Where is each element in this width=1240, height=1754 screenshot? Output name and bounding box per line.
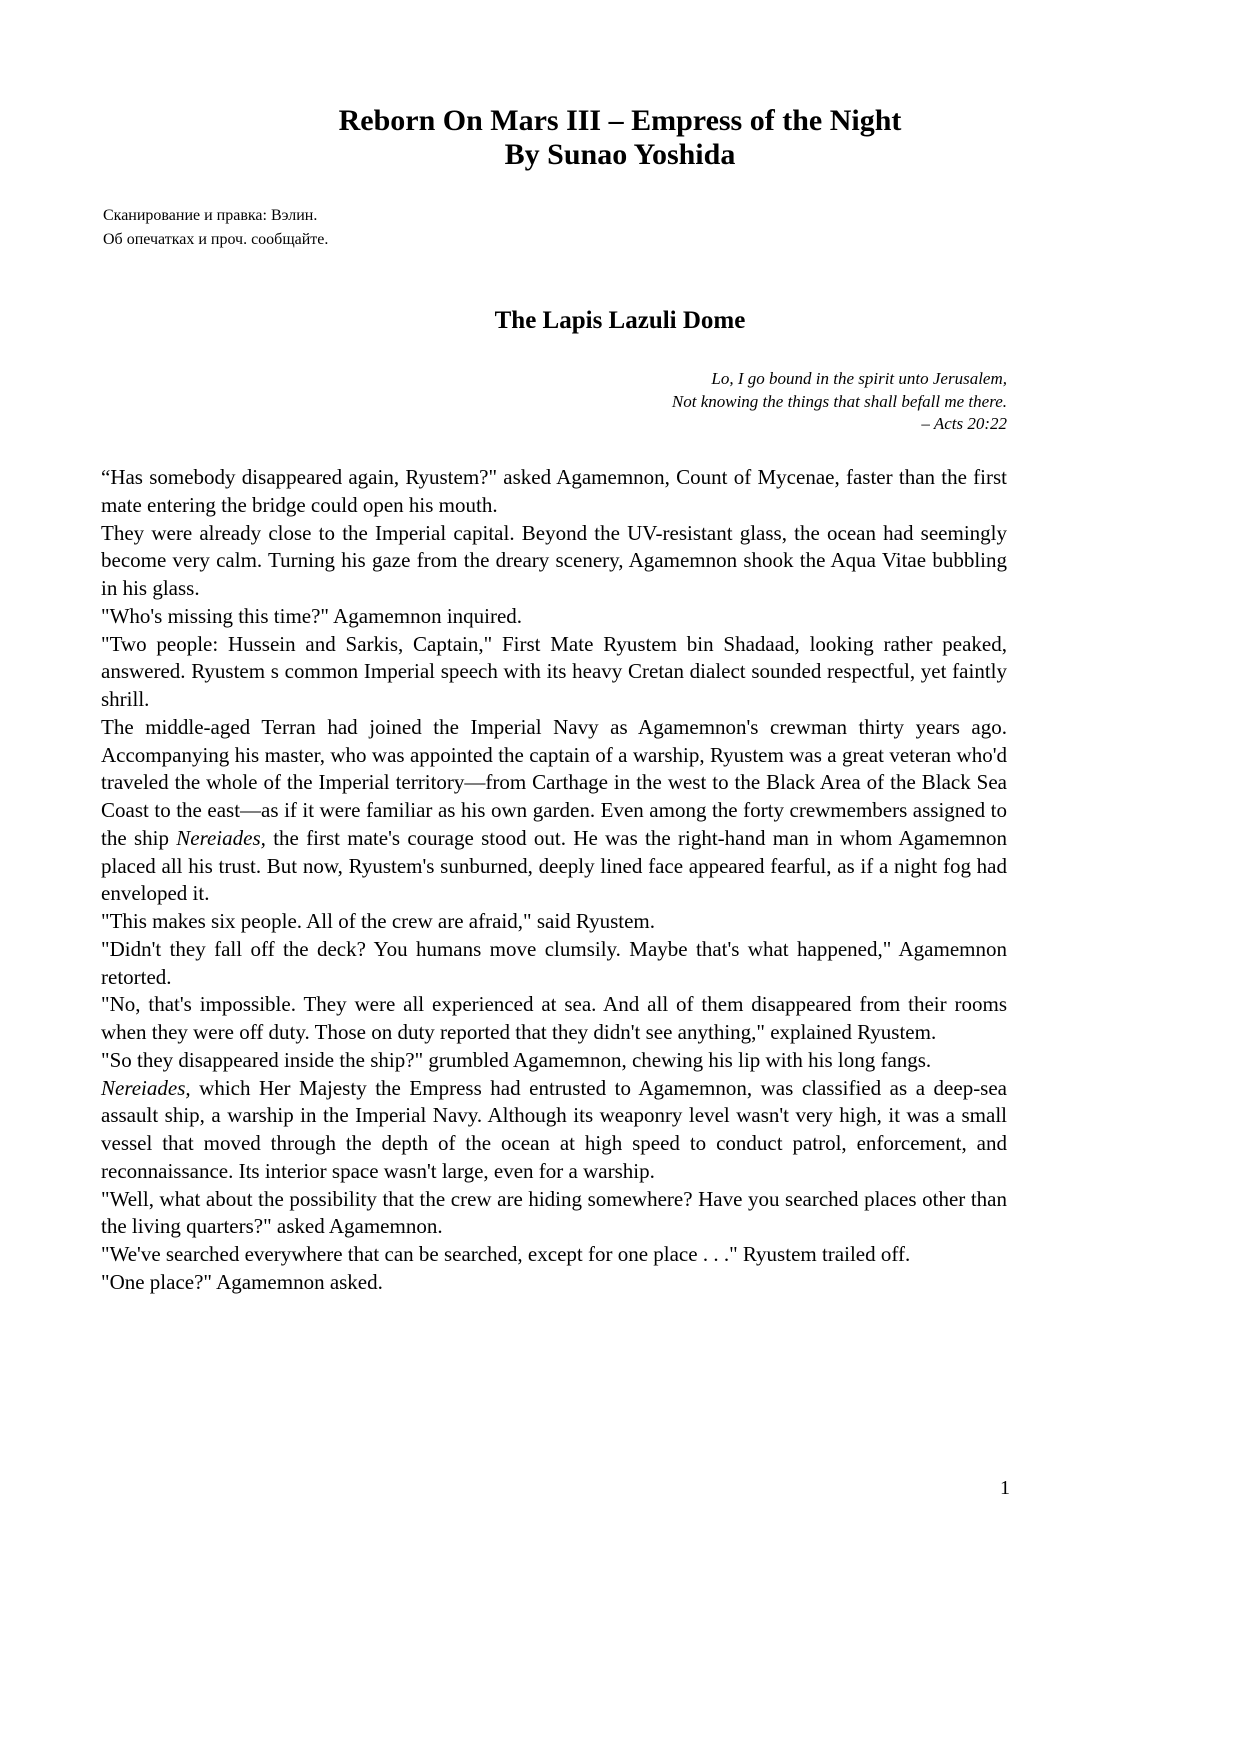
epigraph-line: Lo, I go bound in the spirit unto Jerusalem, bbox=[711, 369, 1007, 388]
chapter-title: The Lapis Lazuli Dome bbox=[494, 307, 746, 334]
paragraph: "Didn't they fall off the deck? You humans move clumsily. Maybe that's what happened," Agamemnon retorted. bbox=[101, 936, 1007, 989]
paragraph: "This makes six people. All of the crew are afraid," said Ryustem. bbox=[101, 909, 655, 933]
document-title: Reborn On Mars III – Empress of the Night bbox=[338, 104, 902, 137]
body-text bbox=[101, 464, 1007, 1297]
title-block bbox=[0, 104, 1240, 172]
paragraph: "Who's missing this time?" Agamemnon inquired. bbox=[101, 603, 523, 628]
paragraph: "So they disappeared inside the ship?" grumbled Agamemnon, chewing his lip with his long fangs. bbox=[101, 1047, 932, 1072]
epigraph-line: Not knowing the things that shall befall me there. bbox=[671, 391, 1007, 411]
paragraph: "One place?" Agamemnon asked. bbox=[101, 1269, 383, 1294]
paragraph: “Has somebody disappeared again, Ryustem?" asked Agamemnon, Count of Mycenae, faster than the first mate entering the bridge could open his mouth. bbox=[101, 465, 1007, 517]
ship-name: Nereiades, bbox=[176, 825, 266, 850]
paragraph: "Two people: Hussein and Sarkis, Captain," First Mate Ryustem bin Shadaad, looking rather peaked, answered. Ryustem s common Imperial speech with its heavy Cretan dialect sounded respectful, yet faintly shrill. bbox=[101, 631, 1007, 711]
paragraph bbox=[101, 1075, 1007, 1186]
epigraph-attribution: – Acts 20:22 bbox=[921, 414, 1007, 433]
paragraph-text: The middle-aged Terran had joined the Imperial Navy as Agamemnon's crewman thirty years ago. Accompanying his master, who was appointed the captain of a warship, Ryustem was a great veteran who'd traveled the whole of the Imperial territory—from Carthage in the west to the Black Area of the Black Sea Coast to the east—as if it were familiar as his own garden. Even among the forty crewmembers assigned to the ship bbox=[101, 714, 1007, 850]
paragraph: "We've searched everywhere that can be searched, except for one place . . ." Ryustem trailed off. bbox=[101, 1242, 911, 1266]
credit-line: Сканирование и правка: Вэлин. bbox=[103, 207, 318, 224]
paragraph: They were already close to the Imperial capital. Beyond the UV-resistant glass, the ocean had seemingly become very calm. Turning his gaze from the dreary scenery, Agamemnon shook the Aqua Vitae bubbling in his glass. bbox=[101, 520, 1007, 600]
paragraph: "No, that's impossible. They were all experienced at sea. And all of them disappeared from their rooms when they were off duty. Those on duty reported that they didn't see anything," explained Ryustem. bbox=[101, 992, 1007, 1044]
paragraph-text: which Her Majesty the Empress had entrusted to Agamemnon, was classified as a deep-sea assault ship, a warship in the Imperial Navy. Although its weaponry level wasn't very high, it was a small vessel that moved through the depth of the ocean at high speed to conduct patrol, enforcement, and reconnaissance. Its interior space wasn't large, even for a warship. bbox=[101, 1075, 1007, 1183]
epigraph bbox=[672, 368, 1007, 436]
paragraph bbox=[101, 714, 1007, 908]
credit-line: Об опечатках и проч. сообщайте. bbox=[103, 231, 329, 248]
paragraph-text: the first mate's courage stood out. He was the right-hand man in whom Agamemnon placed all his trust. But now, Ryustem's sunburned, deeply lined face appeared fearful, as if a night fog had enveloped it. bbox=[101, 825, 1007, 906]
page-number: 1 bbox=[1000, 1477, 1010, 1499]
paragraph: "Well, what about the possibility that the crew are hiding somewhere? Have you searched places other than the living quarters?" asked Agamemnon. bbox=[101, 1186, 1007, 1239]
author-line: By Sunao Yoshida bbox=[504, 138, 736, 171]
ship-name: Nereiades, bbox=[101, 1075, 191, 1100]
scan-credits bbox=[103, 204, 328, 252]
